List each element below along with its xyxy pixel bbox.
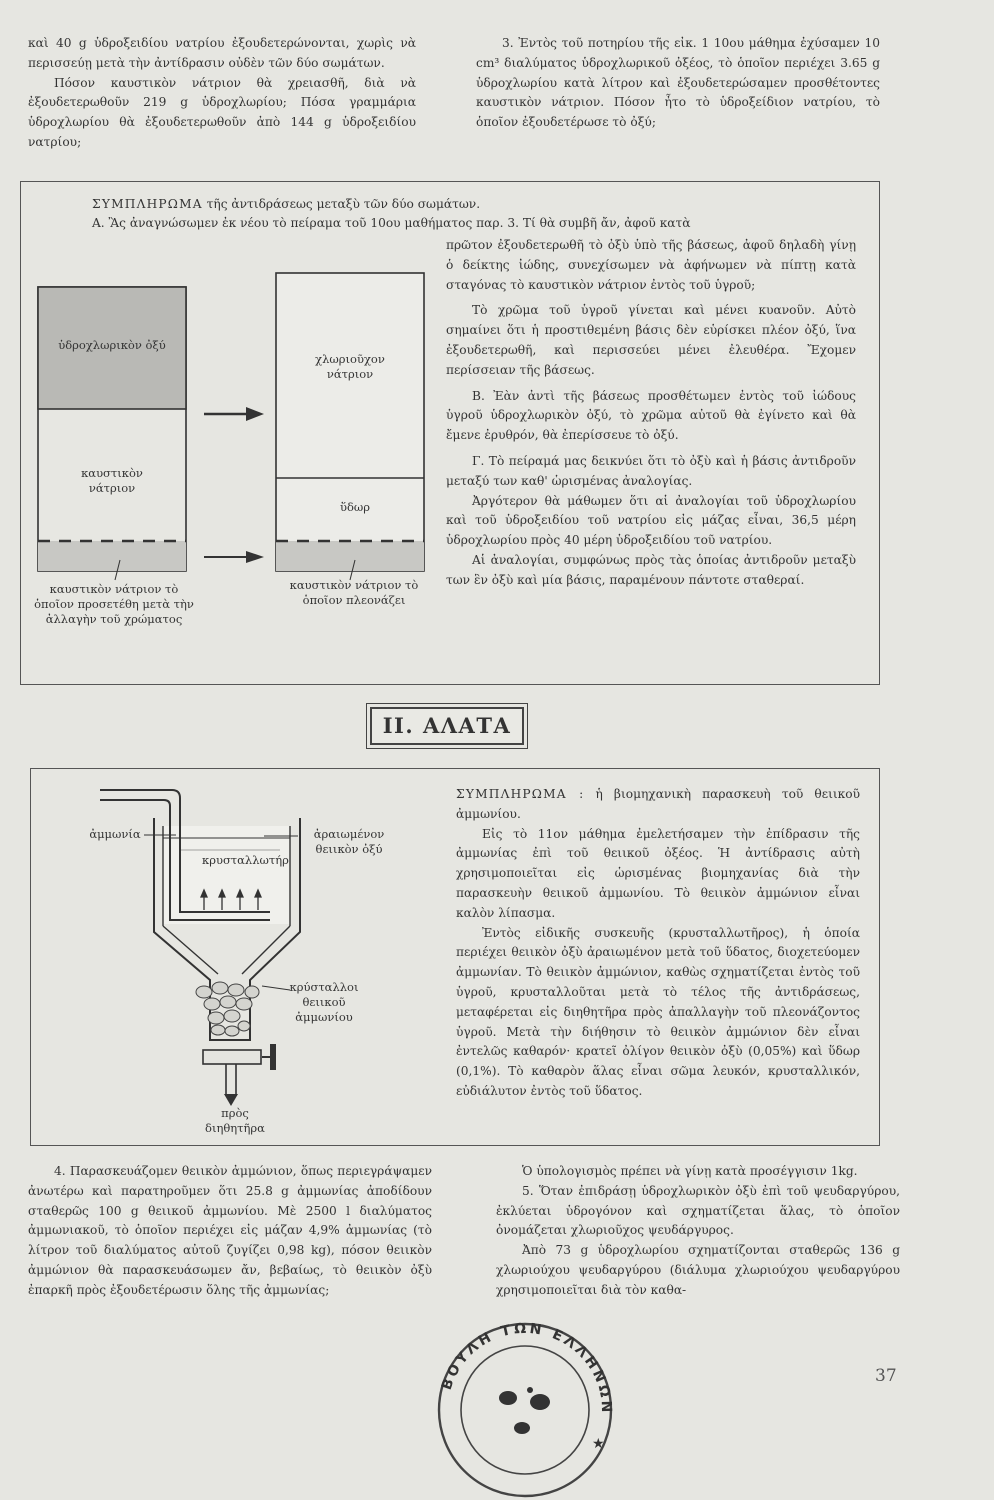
label-crystals: κρύσταλλοι θειικοῦ ἀμμωνίου [289, 980, 359, 1024]
label-crystallizer: κρυσταλλωτήρ [202, 853, 289, 867]
paragraph: πρῶτον ἐξουδετερωθῆ τὸ ὀξὺ ὑπὸ τῆς βάσεως, ἀφοῦ δηλαδὴ γίνῃ ὁ δείκτης ἰώδης, συνεχίσωμεν νὰ ἀφήνωμεν νὰ πίπτῃ κατὰ σταγόνας τὸ καυστικὸν νάτριον ἐντὸς τοῦ ὑγροῦ; [446, 238, 856, 292]
heading-caps: ΣΥΜΠΛΗΡΩΜΑ : [456, 787, 585, 801]
paragraph: Πόσον καυστικὸν νάτριον θὰ χρειασθῆ, διὰ νὰ ἐξουδετερωθοῦν 219 g ὑδροχλωρίου; Πόσα γραμμάρια ὑδροχλωρίου θὰ ἐξουδετερωθοῦν ἀπὸ 144 g ὑδροξειδίου νατρίου; [28, 75, 416, 149]
paragraph: Αἱ ἀναλογίαι, συμφώνως πρὸς τὰς ὁποίας ἀντιδροῦν μεταξὺ των ἓν ὀξὺ καὶ μία βάσις, παραμένουν πάντοτε σταθεραί. [446, 552, 856, 587]
label-naoh: καυστικὸν νάτριον [81, 466, 143, 495]
label-water: ὕδωρ [339, 500, 371, 514]
paragraph: καὶ 40 g ὑδροξειδίου νατρίου ἐξουδετερώνονται, χωρὶς νὰ περισσεύῃ μετὰ τὴν ἀντίδρασιν οὐδὲν τῶν δύο σωμάτων. [28, 36, 416, 70]
heading-rest: ἡ βιομηχανικὴ παρασκευὴ τοῦ θειικοῦ ἀμμωνίου. [456, 787, 861, 821]
paragraph: Ἀργότερον θὰ μάθωμεν ὅτι αἱ ἀναλογίαι τοῦ ὑδροχλωρίου καὶ τοῦ ὑδροξειδίου τοῦ νατρίου εἰς μάζας εἶναι, 36,5 μέρη ὑδροχλωρίου πρὸς 40 μέρη ὑδροξειδίου τοῦ νατρίου. [446, 493, 856, 548]
heading-caps: ΣΥΜΠΛΗΡΩΜΑ [92, 197, 203, 211]
label-naoh-excess: καυστικὸν νάτριον τὸ ὁποῖον πλεονάζει [289, 578, 419, 607]
paragraph: Εἰς τὸ 11ον μάθημα ἐμελετήσαμεν τὴν ἐπίδρασιν τῆς ἀμμωνίας ἐπὶ τοῦ θειικοῦ ὀξέος. Ἡ ἀντίδρασις αὐτὴ χρησιμοποιεῖται εἰς ὡρισμένας βιομηχανίας διὰ τὴν παρασκευὴν θειικοῦ ἀμμωνίου. Τὸ θειικὸν ἀμμώνιον εἶναι καλὸν λίπασμα. [456, 826, 860, 920]
label-to-filter: πρὸς διηθητῆρα [205, 1106, 265, 1135]
stamp-emblem [499, 1387, 550, 1434]
exercise-3: 3. Ἐντὸς τοῦ ποτηρίου τῆς εἰκ. 1 10ου μάθημα ἐχύσαμεν 10 cm³ διαλύματος ὑδροχλωρικοῦ ὀξέος, τὸ ὁποῖον περιέχει 3.65 g ὑδροχλωρίου κατὰ λίτρον καὶ ἐξουδετερώσαμεν προσθέτοντες καυστικὸν νάτριον. Πόσον ἦτο τὸ ὑδροξείδιον νατρίου, τὸ ὁποῖον ἐξουδετέρωσε τὸ ὀξύ; [476, 36, 880, 130]
paragraph: Α. Ἂς ἀναγνώσωμεν ἐκ νέου τὸ πείραμα τοῦ 10ου μαθήματος παρ. 3. Τί θὰ συμβῆ ἄν, ἀφοῦ κατὰ [92, 216, 691, 230]
paragraph: Ἐντὸς εἰδικῆς συσκευῆς (κρυσταλλωτῆρος), ἡ ὁποία περιέχει θειικὸν ὀξὺ ἀραιωμένον μετὰ τοῦ ὕδατος, διοχετεύομεν ἀμμωνίαν. Τὸ θειικὸν ἀμμώνιον, καθὼς σχηματίζεται ἐντὸς τοῦ ὑγροῦ, κρυσταλλοῦται μετὰ τὸ τέλος τῆς ἀντιδράσεως, μεταφέρεται εἰς διηθητῆρα πρὸς ἀπαλλαγὴν τοῦ πλεονάζοντος ὑγροῦ. Μετὰ τὴν διήθησιν τὸ θειικὸν ἀμμώνιον δὲν εἶναι ἐντελῶς καθαρόν· κρατεῖ ὀλίγον θειικὸν ὀξὺ (0,05%) καὶ ὕδωρ (0,1%). Τὸ καθαρὸν ἅλας εἶναι σῶμα λευκόν, κρυσταλλικόν, εὐδιάλυτον ἐντὸς τοῦ ὕδατος. [456, 925, 860, 1098]
label-nacl: χλωριοῦχον νάτριον [315, 352, 385, 381]
exercise-4: 4. Παρασκευάζομεν θειικὸν ἀμμώνιον, ὅπως περιεγράψαμεν ἀνωτέρω καὶ παρατηροῦμεν ὅτι 25.8 g ἀμμωνίας ἀποδίδουν σταθερῶς 100 g θειικοῦ ἀμμωνίου. Μὲ 2500 l διαλύματος ἀμμωνιακοῦ, τὸ ὁποῖον περιέχει εἰς μάζαν 4,9% ἀμμωνίας (τὸ λίτρον τοῦ διαλύματος αὐτοῦ ζυγίζει 0,98 kg), πόσον θειικὸν ἀμμώνιον θὰ παρασκευάσωμεν ἄν, βεβαίως, τὸ θειικὸν ὀξὺ ἐπαρκῆ πρὸς ἐξουδετέρωσιν ὅλης τῆς ἀμμωνίας; [28, 1164, 432, 1297]
section-title: ΙΙ. ΑΛΑΤΑ [370, 707, 524, 745]
paragraph: Ὁ ὑπολογισμὸς πρέπει νὰ γίνῃ κατὰ προσέγγισιν 1kg. [522, 1164, 858, 1178]
star-icon: ★ [592, 1436, 605, 1452]
heading-rest: τῆς ἀντιδράσεως μεταξὺ τῶν δύο σωμάτων. [206, 197, 481, 211]
paragraph: Β. Ἐὰν ἀντὶ τῆς βάσεως προσθέτωμεν ἐντὸς τοῦ ἰώδους ὑγροῦ ὑδροχλωρικὸν ὀξύ, τὸ χρῶμα αὐτοῦ θὰ ἐγίνετο καὶ θὰ ἔμενε ἐρυθρόν, θὰ ἐπερίσσευε τὸ ὀξύ. [446, 388, 856, 443]
label-ammonia: ἀμμωνία [89, 827, 141, 841]
exercise-5: 5. Ὅταν ἐπιδράσῃ ὑδροχλωρικὸν ὀξὺ ἐπὶ τοῦ ψευδαργύρου, ἐκλύεται ὑδρογόνον καὶ σχηματίζεται ἅλας, τὸ ὁποῖον ὀνομάζεται χλωριοῦχος ψευδάργυρος. [496, 1183, 900, 1238]
stamp-text: ΒΟΥΛΗ ΤΩΝ ΕΛΛΗΝΩΝ [438, 1320, 615, 1416]
paragraph: Ἀπὸ 73 g ὑδροχλωρίου σχηματίζονται σταθερῶς 136 g χλωριούχου ψευδαργύρου (διάλυμα χλωριούχου ψευδαργύρου χρησιμοποιεῖται διὰ τὸν καθα- [496, 1243, 900, 1297]
label-naoh-after: καυστικὸν νάτριον τὸ ὁποῖον προσετέθη μετὰ τὴν ἀλλαγὴν τοῦ χρώματος [34, 582, 194, 626]
label-acid: ὑδροχλωρικὸν ὀξύ [58, 338, 166, 352]
paragraph: Γ. Τὸ πείραμά μας δεικνύει ὅτι τὸ ὀξὺ καὶ ἡ βάσις ἀντιδροῦν μεταξύ των καθ' ὡρισμένας ἀναλογίας. [446, 453, 856, 488]
label-dilute-acid: ἀραιωμένον θειικὸν ὀξύ [313, 827, 385, 856]
page-number: 37 [875, 1366, 897, 1386]
paragraph: Τὸ χρῶμα τοῦ ὑγροῦ γίνεται καὶ μένει κυανοῦν. Αὐτὸ σημαίνει ὅτι ἡ προστιθεμένη βάσις δὲν εὑρίσκει πλέον ὀξύ, ἵνα ἐξουδετερωθῆ, καὶ περισσεύει μένει ἐλευθέρα. Ἔχομεν περίσσειαν τῆς βάσεως. [446, 303, 856, 377]
